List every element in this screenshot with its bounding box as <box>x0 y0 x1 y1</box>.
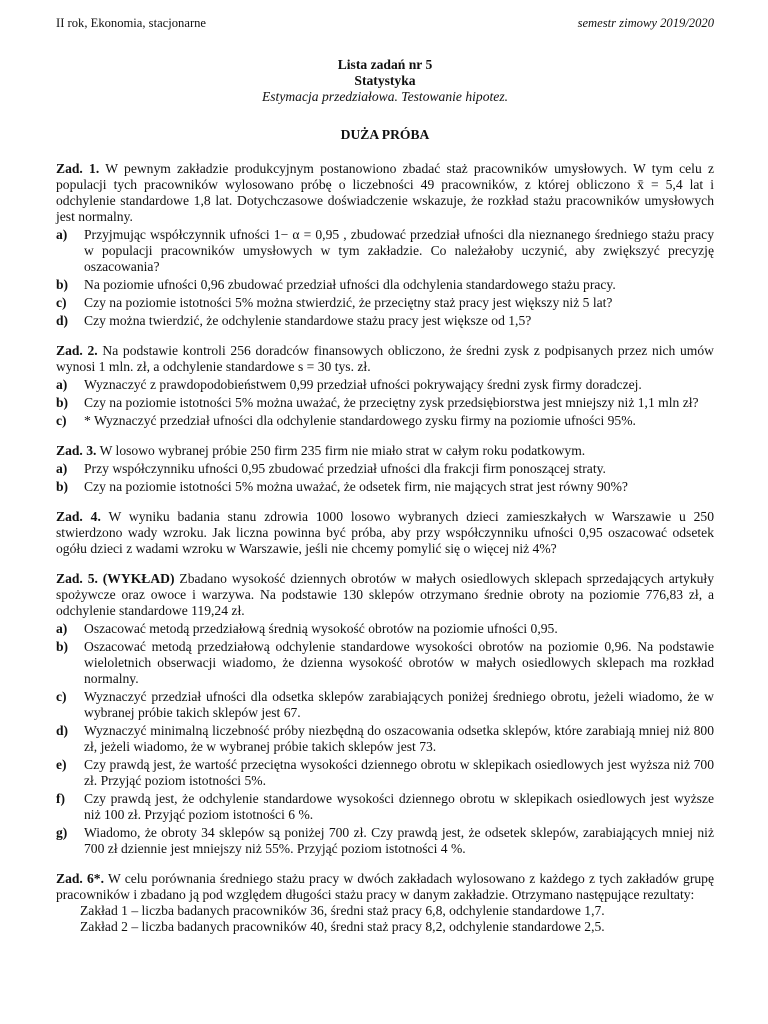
task-item <box>56 461 714 477</box>
task-item <box>56 395 714 411</box>
item-marker: b) <box>56 479 69 494</box>
task-item <box>56 413 714 429</box>
item-marker: c) <box>56 413 67 428</box>
item-marker: a) <box>56 621 68 636</box>
section-heading: DUŻA PRÓBA <box>340 127 430 142</box>
task-label: Zad. 3. <box>56 443 97 458</box>
item-text: Czy można twierdzić, że odchylenie standardowe stażu pracy jest większe od 1,5? <box>84 313 532 328</box>
task-item <box>56 377 714 393</box>
topic-subtitle: Estymacja przedziałowa. Testowanie hipotez. <box>261 89 509 104</box>
task-item <box>56 689 714 721</box>
task-label: Zad. 5. (WYKŁAD) <box>56 571 175 586</box>
task-intro-text: W celu porównania średniego stażu pracy w dwóch zakładach wylosowano z każdego z tych zakładów grupę pracowników i zbadano ją pod względem długości stażu pracy w danym zakładzie. Otrzymano następujące rezultaty: <box>56 871 714 902</box>
task-items <box>56 227 714 329</box>
item-marker: b) <box>56 639 69 654</box>
item-marker: d) <box>56 723 69 738</box>
task-intro-text: Zbadano wysokość dziennych obrotów w małych osiedlowych sklepach sprzedających artykuły spożywcze oraz owoce i warzywa. Na podstawie 130 sklepów otrzymano średnie obroty na poziomie 776,83 zł, a odchylenie standardowe 119,24 zł. <box>56 571 714 618</box>
item-marker: a) <box>56 461 68 476</box>
task-intro <box>56 571 714 619</box>
task-intro-text: W wyniku badania stanu zdrowia 1000 losowo wybranych dzieci zamieszkałych w Warszawie u 250 stwierdzono wady wzroku. Jak liczna powinna być próba, aby przy współczynniku ufności 0,95 oszacować odsetek ogółu dzieci z wadami wzroku w Warszawie, jeśli nie chcemy pomylić się o więcej niż 4%? <box>56 509 714 556</box>
item-text: Czy na poziomie istotności 5% można uważać, że odsetek firm, nie mających strat jest równy 90%? <box>84 479 628 494</box>
item-text: Wiadomo, że obroty 34 sklepów są poniżej 700 zł. Czy prawdą jest, że odsetek sklepów, zarabiających mniej niż 700 zł dziennie jest mniejszy niż 55%. Przyjąć poziom istotności 4 %. <box>84 825 714 856</box>
item-marker: a) <box>56 227 68 242</box>
task-label: Zad. 1. <box>56 161 100 176</box>
task-item <box>56 313 714 329</box>
task-intro-text: W pewnym zakładzie produkcyjnym postanowiono zbadać staż pracowników umysłowych. W tym celu z populacji tych pracowników wylosowano próbę o liczebności 49 pracowników, z której obliczono x̄ = 5,4 lat i odchylenie standardowe 1,8 lat. Dotychczasowe doświadczenie wskazuje, że rozkład stażu pracowników umysłowych jest normalny. <box>56 161 715 224</box>
task-intro <box>56 871 714 903</box>
task-4 <box>56 509 714 557</box>
item-marker: e) <box>56 757 67 772</box>
task-item <box>56 227 714 275</box>
header-right: semestr zimowy 2019/2020 <box>577 16 714 30</box>
task-intro-text: W losowo wybranej próbie 250 firm 235 firm nie miało strat w całym roku podatkowym. <box>96 443 586 458</box>
item-text: Czy prawdą jest, że wartość przeciętna wysokości dziennego obrotu w sklepikach osiedlowych jest wyższa niż 700 zł. Przyjąć poziom istotności 5%. <box>84 757 714 788</box>
task-label: Zad. 4. <box>56 509 101 524</box>
task-2 <box>56 343 714 429</box>
item-text: Przy współczynniku ufności 0,95 zbudować przedział ufności dla frakcji firm ponoszącej straty. <box>84 461 606 476</box>
task-6 <box>56 871 714 935</box>
task-3 <box>56 443 714 495</box>
item-marker: c) <box>56 295 67 310</box>
task-item <box>56 639 714 687</box>
task-intro <box>56 443 714 459</box>
item-text: Wyznaczyć przedział ufności dla odsetka sklepów zarabiających poniżej średniego obrotu, jeżeli wiadomo, że w wybranej próbie takich sklepów jest 67. <box>84 689 714 720</box>
item-marker: a) <box>56 377 68 392</box>
item-marker: b) <box>56 277 69 292</box>
task-label: Zad. 2. <box>56 343 98 358</box>
task-item <box>56 621 714 637</box>
item-text: Czy na poziomie istotności 5% można stwierdzić, że przeciętny staż pracy jest większy niż 5 lat? <box>84 295 613 310</box>
task-intro <box>56 509 714 557</box>
item-text: Oszacować metodą przedziałową średnią wysokość obrotów na poziomie ufności 0,95. <box>84 621 558 636</box>
item-text: Na poziomie ufności 0,96 zbudować przedział ufności dla odchylenia standardowego stażu pracy. <box>84 277 616 292</box>
task-item <box>56 277 714 293</box>
task-items <box>56 461 714 495</box>
document-title: Lista zadań nr 5 <box>337 57 433 72</box>
page-header <box>56 16 714 31</box>
result-line: Zakład 2 – liczba badanych pracowników 40, średni staż pracy 8,2, odchylenie standardowe 2,5. <box>80 919 605 934</box>
task-items <box>56 621 714 857</box>
item-text: Czy na poziomie istotności 5% można uważać, że przeciętny zysk przedsiębiorstwa jest mniejszy niż 1,1 mln zł? <box>84 395 699 410</box>
item-text: * Wyznaczyć przedział ufności dla odchylenie standardowego zysku firmy na poziomie ufności 95%. <box>84 413 636 428</box>
task-item <box>56 791 714 823</box>
task-5 <box>56 571 714 857</box>
task-item <box>56 825 714 857</box>
item-text: Oszacować metodą przedziałową odchylenie standardowe wysokości obrotów na poziomie 0,96. Na podstawie wieloletnich obserwacji wiadomo, że dzienna wysokość obrotów w małych osiedlowych sklepach ma rozkład normalny. <box>84 639 714 686</box>
item-text: Wyznaczyć minimalną liczebność próby niezbędną do oszacowania odsetka sklepów, które zarabiają mniej niż 800 zł, jeżeli wiadomo, że w wybranej próbie takich sklepów jest 73. <box>84 723 714 754</box>
task-item <box>56 757 714 789</box>
task-item <box>56 479 714 495</box>
task-label: Zad. 6*. <box>56 871 104 886</box>
task-item <box>56 295 714 311</box>
header-left: II rok, Ekonomia, stacjonarne <box>56 16 207 30</box>
task-intro <box>56 161 714 225</box>
item-marker: f) <box>56 791 66 806</box>
item-marker: c) <box>56 689 67 704</box>
task-item <box>56 723 714 755</box>
task-intro-text: Na podstawie kontroli 256 doradców finansowych obliczono, że średni zysk z podpisanych przez nich umów wynosi 1 mln. zł, a odchylenie standardowe s = 30 tys. zł. <box>56 343 714 374</box>
item-text: Przyjmując współczynnik ufności 1− α = 0,95 , zbudować przedział ufności dla nieznanego średniego stażu pracy w populacji pracowników umysłowych w tym zakładzie. Co należałoby uczynić, aby zwiększyć precyzję oszacowania? <box>84 227 714 274</box>
item-text: Wyznaczyć z prawdopodobieństwem 0,99 przedział ufności pokrywający średni zysk firmy doradczej. <box>84 377 642 392</box>
subject-title: Statystyka <box>354 73 416 88</box>
document-page <box>56 16 714 935</box>
item-marker: b) <box>56 395 69 410</box>
item-text: Czy prawdą jest, że odchylenie standardowe wysokości dziennego obrotu w sklepikach osiedlowych jest wyższe niż 100 zł. Przyjąć poziom istotności 6 %. <box>84 791 714 822</box>
item-marker: d) <box>56 313 69 328</box>
task-list <box>56 161 714 935</box>
task-1 <box>56 161 714 329</box>
result-line: Zakład 1 – liczba badanych pracowników 36, średni staż pracy 6,8, odchylenie standardowe 1,7. <box>80 903 605 918</box>
item-marker: g) <box>56 825 68 840</box>
task-items <box>56 377 714 429</box>
task-intro <box>56 343 714 375</box>
